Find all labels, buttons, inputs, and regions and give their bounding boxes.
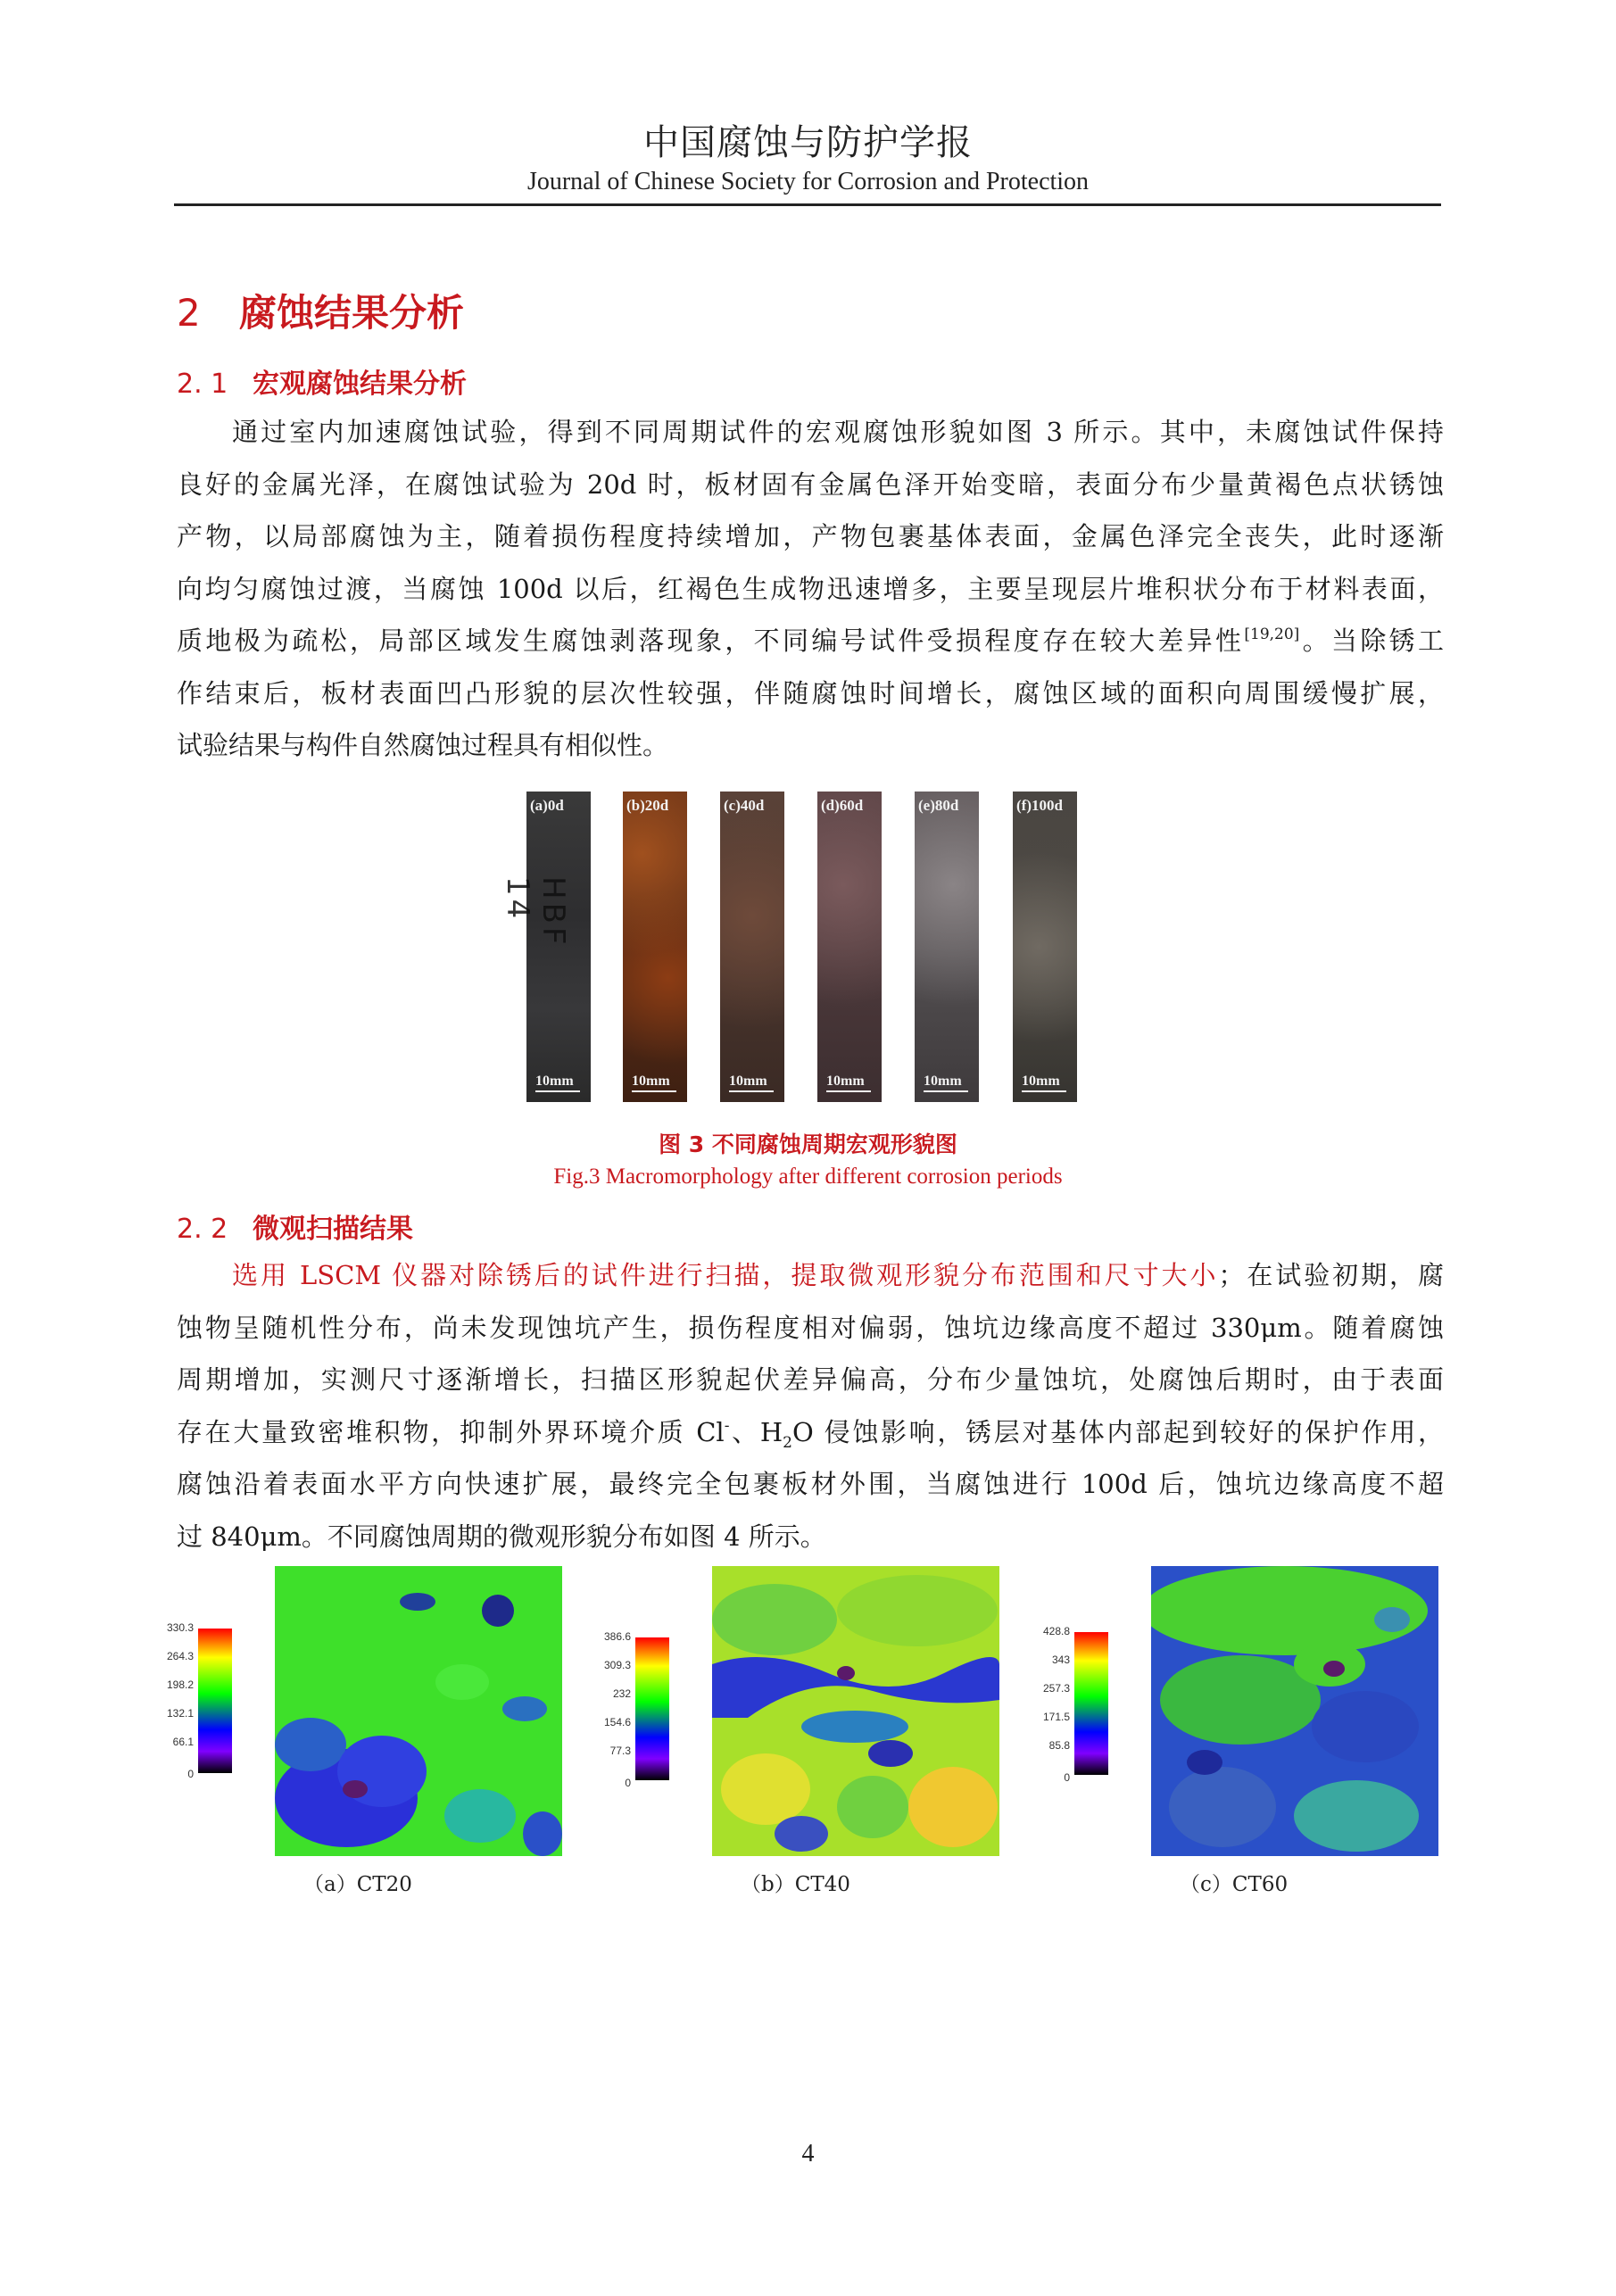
figure-3-caption-cn: 图 3 不同腐蚀周期宏观形貌图 [659,1131,957,1157]
specimen-label: (e)80d [918,797,959,814]
scale-label: 10mm [535,1073,574,1089]
colorbar [1074,1630,1108,1778]
specimen-label: (f)100d [1016,797,1063,814]
scale-bar [924,1090,968,1092]
text-span: 。当除锈工 [1299,626,1444,656]
paragraph-macro [177,406,1444,772]
subscript: 2 [783,1433,792,1452]
text-span: O 侵蚀影响，锈层对基体内部起到较好的保护作用， [791,1416,1444,1447]
text-line: 向均匀腐蚀过渡，当腐蚀 100d 以后，红褐色生成物迅速增多，主要呈现层片堆积状分布于材料表面， [177,573,1444,604]
specimen-label: (d)60d [821,797,864,814]
text-line [177,1406,1444,1459]
colorbar-tick: 309.3 [603,1659,631,1671]
colorbar-tick: 428.8 [1042,1625,1070,1637]
colorbar [198,1627,232,1774]
colorbar-tick: 171.5 [1042,1711,1070,1723]
scale-label: 10mm [826,1073,865,1089]
subsection-heading-2-1 [177,361,467,401]
colorbar-tick: 154.6 [603,1716,631,1728]
specimen-strip [720,792,784,1102]
colorbar [635,1636,669,1783]
panel-caption: （c）CT60 [1180,1873,1289,1896]
text-line: 过 840μm。不同腐蚀周期的微观形貌分布如图 4 所示。 [177,1521,826,1552]
specimen-label: (c)40d [724,797,765,814]
citation: [19,20] [1244,626,1300,643]
scale-bar [535,1090,580,1092]
section-number: 2 [177,291,201,335]
highlighted-text: 选用 LSCM 仪器对除锈后的试件进行扫描，提取微观形貌分布范围和尺寸大小 [232,1260,1219,1290]
text-span: 质地极为疏松，局部区域发生腐蚀剥落现象，不同编号试件受损程度存在较大差异性 [177,626,1245,656]
specimen-strip [915,792,979,1102]
scale-bar [729,1090,774,1092]
colorbar-tick: 0 [187,1768,194,1780]
scale-label: 10mm [924,1073,962,1089]
specimen-strip [1013,792,1077,1102]
subsection-number: 2. 2 [177,1214,228,1245]
figure-3-caption-en: Fig.3 Macromorphology after different corrosion periods [553,1165,1063,1189]
specimen-label: (a)0d [530,797,564,814]
journal-title-en: Journal of Chinese Society for Corrosion and Protection [526,168,1090,195]
text-line: 作结束后，板材表面凹凸形貌的层次性较强，伴随腐蚀时间增长，腐蚀区域的面积向周围缓慢扩展， [177,677,1444,709]
colorbar-tick: 66.1 [172,1736,194,1748]
scale-bar [1022,1090,1066,1092]
text-line [177,1249,1444,1302]
colorbar-tick: 77.3 [609,1745,631,1757]
scale-label: 10mm [729,1073,767,1089]
figure-4-panel-b [598,1566,1017,1896]
colorbar-tick: 386.6 [603,1630,631,1643]
subsection-heading-2-2 [177,1206,413,1246]
colorbar-tick: 232 [612,1687,631,1700]
subsection-number: 2. 1 [177,369,228,400]
colorbar-tick: 132.1 [166,1707,194,1720]
colorbar-tick: 0 [625,1777,631,1789]
scale-label: 10mm [1022,1073,1060,1089]
colorbar-tick: 85.8 [1048,1739,1070,1752]
section-heading [177,284,464,337]
text-line: 试验结果与构件自然腐蚀过程具有相似性。 [177,730,669,760]
scale-label: 10mm [632,1073,670,1089]
journal-title-cn: 中国腐蚀与防护学报 [643,122,973,163]
height-map-ct40 [712,1566,999,1856]
colorbar-tick: 257.3 [1042,1682,1070,1695]
figure-4-panel-c [1037,1566,1456,1896]
specimen-label: (b)20d [626,797,669,814]
colorbar-tick: 330.3 [166,1621,194,1634]
colorbar-tick: 264.3 [166,1650,194,1662]
text-line: 腐蚀沿着表面水平方向快速扩展，最终完全包裹板材外围，当腐蚀进行 100d 后，蚀坑边缘高度不超 [177,1469,1444,1499]
paragraph-micro [177,1249,1444,1562]
section-title: 腐蚀结果分析 [239,291,465,335]
text-span: 、H [729,1416,783,1447]
specimen-strip [623,792,687,1102]
specimen-marking: HBF 14 [500,876,571,949]
text-span: ；在试验初期，腐 [1218,1260,1444,1290]
text-line: 蚀物呈随机性分布，尚未发现蚀坑产生，损伤程度相对偏弱，蚀坑边缘高度不超过 330μm。随着腐蚀 [177,1312,1444,1343]
text-line: 通过室内加速腐蚀试验，得到不同周期试件的宏观腐蚀形貌如图 3 所示。其中，未腐蚀试件保持 [232,417,1444,447]
superscript: - [724,1416,730,1435]
page-number: 4 [801,2140,815,2168]
colorbar-tick: 198.2 [166,1678,194,1691]
colorbar-tick: 0 [1064,1771,1070,1784]
text-line: 产物，以局部腐蚀为主，随着损伤程度持续增加，产物包裹基体表面，金属色泽完全丧失，此时逐渐 [177,521,1444,551]
subsection-title: 微观扫描结果 [253,1214,413,1245]
text-span: 存在大量致密堆积物，抑制外界环境介质 Cl [177,1416,725,1447]
scale-bar [826,1090,871,1092]
header-rule [174,203,1441,206]
text-line: 周期增加，实测尺寸逐渐增长，扫描区形貌起伏差异偏高，分布少量蚀坑，处腐蚀后期时，由于表面 [177,1364,1444,1395]
specimen-strip [817,792,882,1102]
specimen-strip [500,792,591,1102]
figure-4-panel-a [161,1566,580,1896]
height-map-ct60 [1151,1566,1438,1856]
panel-caption: （a）CT20 [303,1873,412,1896]
panel-caption: （b）CT40 [741,1873,850,1896]
text-line [177,615,1444,667]
figure-3-specimens [500,792,1084,1102]
text-line: 良好的金属光泽，在腐蚀试验为 20d 时，板材固有金属色泽开始变暗，表面分布少量黄褐色点状锈蚀 [177,468,1444,500]
colorbar-tick: 343 [1051,1654,1070,1666]
scale-bar [632,1090,676,1092]
subsection-title: 宏观腐蚀结果分析 [253,369,467,400]
height-map-ct20 [275,1566,562,1856]
